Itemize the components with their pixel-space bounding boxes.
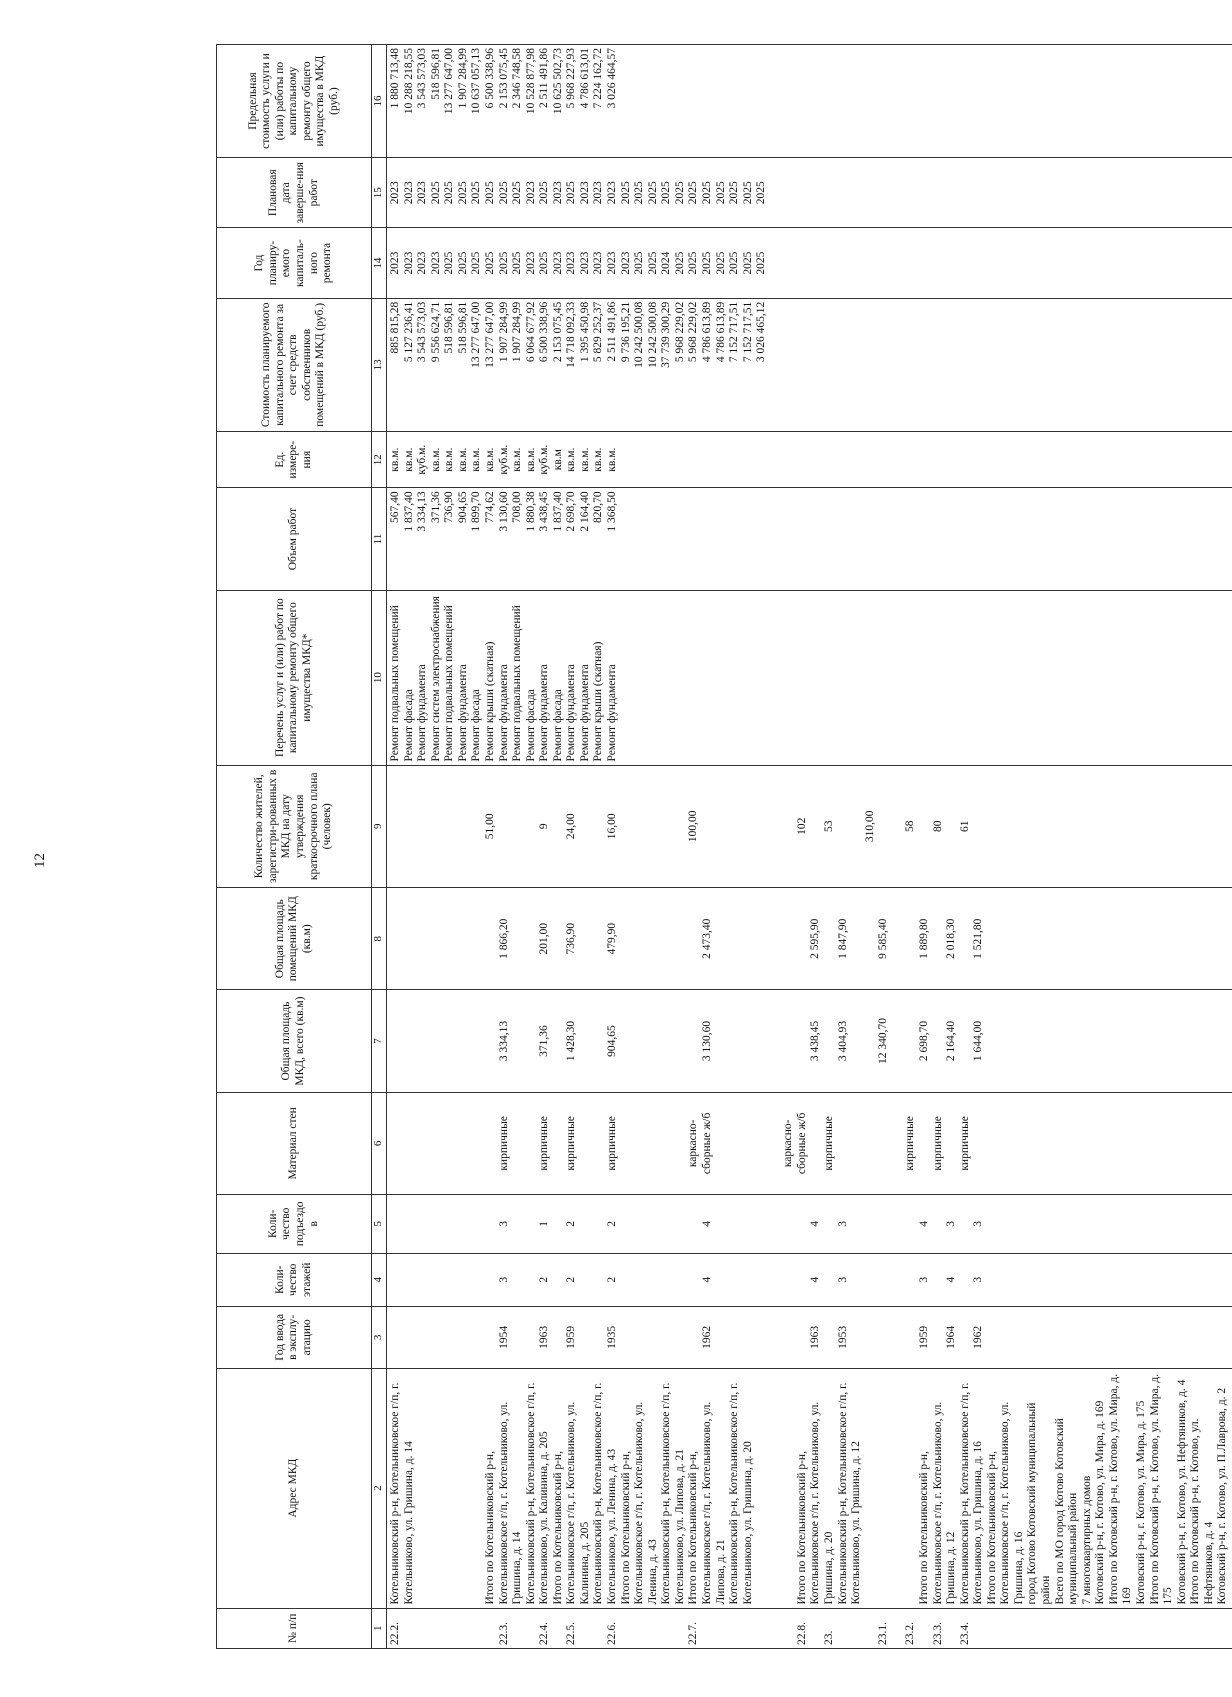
column-number: 15	[372, 158, 387, 228]
header-cell: Ед. измере-ния	[217, 431, 372, 487]
max-cost-cell: 1 880 713,48 10 288 218,55 3 543 573,03 518 596,81 13 277 647,00 1 907 284,99 10 637 057,13 6 500 338,96 2 153 075,45 2 346 748,58 10 528 877,98 2 511 491,86 10 625 502,73 5 968 227,93 4 786 613,01 7 224 162,72 3 026 464,57	[387, 45, 1232, 158]
column-number: 12	[372, 431, 387, 487]
total-area-cell: 3 334,13 371,36 1 428,30 904,65 3 130,60 3 438,45 3 404,93 12 340,70 2 698,70 2 164,40 1 644,00	[387, 990, 1232, 1092]
column-number: 6	[372, 1092, 387, 1194]
column-number: 2	[372, 1368, 387, 1608]
unit-cell: кв.м. кв.м. куб.м. кв.м. кв.м. кв.м. кв.м. кв.м. куб.м. кв.м. кв.м. куб.м. кв.м кв.м. кв.м. кв.м. кв.м.	[387, 431, 1232, 487]
completion-date-cell: 2023 2023 2023 2025 2025 2025 2025 2025 2025 2025 2023 2025 2023 2025 2023 2023 2023 2025 2025 2025 2025 2025 2025 2025 2025 2025 2025 2025	[387, 158, 1232, 228]
column-number: 1	[372, 1608, 387, 1648]
column-number: 9	[372, 765, 387, 888]
header-cell: Количество жителей, зарегистри-рованных в МКД на дату утверждения краткосрочного плана (человек)	[217, 765, 372, 888]
column-number: 11	[372, 488, 387, 590]
planned-cost-cell: 885 815,28 5 127 236,41 3 543 573,03 9 556 624,71 518 596,81 518 596,81 13 277 647,00 13 277 647,00 1 907 284,99 1 907 284,99 6 064 677,92 6 500 338,96 2 153 075,45 14 718 092,33 1 395 450,98 5 829 252,37 2 511 491,86 9 736 195,21 10 242 500,08 10 242 500,08 37 739 300,29 5 968 229,02 5 968 229,02 4 786 613,89 4 786 613,89 7 152 717,51 7 152 717,51 3 026 465,12	[387, 298, 1232, 431]
entrances-cell: 3 1 2 2 4 4 3 4 3 3	[387, 1195, 1232, 1254]
header-cell: Плановая дата заверше-ния работ	[217, 158, 372, 228]
capital-repair-table	[216, 44, 1232, 1649]
table-body-row	[387, 45, 1232, 1649]
column-number: 4	[372, 1253, 387, 1306]
column-number: 8	[372, 888, 387, 990]
work-volume-cell: 567,40 1 837,40 3 334,13 371,36 736,90 904,65 1 899,70 774,62 3 130,60 708,00 1 880,38 3 438,45 1 837,40 2 698,70 2 164,40 820,70 1 368,50	[387, 488, 1232, 590]
column-number-row	[372, 45, 387, 1649]
header-cell: Коли-чество этажей	[217, 1253, 372, 1306]
works-list-cell: Ремонт подвальных помещений Ремонт фасада Ремонт фундамента Ремонт систем электроснабжения Ремонт подвальных помещений Ремонт фундамента Ремонт фасада Ремонт крыши (скатная) Ремонт фундамента Ремонт подвальных помещений Ремонт фасада Ремонт фундамента Ремонт фасада Ремонт фундамента Ремонт фундамента Ремонт крыши (скатная) Ремонт фундамента	[387, 590, 1232, 765]
header-cell: Предельная стоимость услуги и (или) работы по капитальному ремонту общего имущества в МКД (руб.)	[217, 45, 372, 158]
header-cell: Общая площадь МКД, всего (кв.м)	[217, 990, 372, 1092]
column-number: 16	[372, 45, 387, 158]
header-cell: Общая площадь помещений МКД (кв.м)	[217, 888, 372, 990]
column-number: 14	[372, 228, 387, 298]
column-number: 10	[372, 590, 387, 765]
header-cell: Стоимость планируемого капитального ремонта за счет средств собственников помещений в МКД (руб.)	[217, 298, 372, 431]
column-number: 13	[372, 298, 387, 431]
header-cell: Объем работ	[217, 488, 372, 590]
header-cell: Материал стен	[217, 1092, 372, 1194]
year-built-cell: 1954 1963 1959 1935 1962 1963 1953 1959 1964 1962	[387, 1306, 1232, 1368]
header-cell: № п/п	[217, 1608, 372, 1648]
repair-year-cell: 2023 2023 2023 2023 2025 2025 2025 2025 2025 2025 2023 2025 2023 2023 2023 2023 2023 2023 2025 2025 2024 2025 2025 2025 2025 2025 2025 2025	[387, 228, 1232, 298]
item-numbers-cell: 22.2. 22.3. 22.4. 22.5. 22.6. 22.7. 22.8. 23. 23.1. 23.2. 23.3. 23.4.	[387, 1608, 1232, 1648]
column-number: 7	[372, 990, 387, 1092]
column-number: 3	[372, 1306, 387, 1368]
header-cell: Адрес МКД	[217, 1368, 372, 1608]
header-row	[217, 45, 372, 1649]
residents-cell: 51,00 9 24,00 16,00 100,00 102 53 310,00 58 80 61	[387, 765, 1232, 888]
wall-material-cell: кирпичные кирпичные кирпичные кирпичные каркасно- сборные ж/б каркасно- сборные ж/б кирпичные кирпичные кирпичные кирпичные	[387, 1092, 1232, 1194]
rotated-page-content	[216, 44, 1229, 1649]
addresses-cell: Котельниковский р-н, Котельниковское г/п, г. Котельниково, ул. Гришина, д. 14 Итого по Котельниковский р-н, Котельниковское г/п, г. Котельниково, ул. Гришина, д. 14 Котельниковский р-н, Котельниковское г/п, г. Котельниково, ул. Калинина, д. 205 Итого по Котельниковский р-н, Котельниковское г/п, г. Котельниково, ул. Калинина, д. 205 Котельниковский р-н, Котельниковское г/п, г. Котельниково, ул. Ленина, д. 43 Итого по Котельниковский р-н, Котельниковское г/п, г. Котельниково, ул. Ленина, д. 43 Котельниковский р-н, Котельниковское г/п, г. Котельниково, ул. Липова, д. 21 Итого по Котельниковский р-н, Котельниковское г/п, г. Котельниково, ул. Липова, д. 21 Котельниковский р-н, Котельниковское г/п, г. Котельниково, ул. Гришина, д. 20 Итого по Котельниковский р-н, Котельниковское г/п, г. Котельниково, ул. Гришина, д. 20 Котельниковский р-н, Котельниковское г/п, г. Котельниково, ул. Гришина, д. 12 Итого по Котельниковский р-н, Котельниковское г/п, г. Котельниково, ул. Гришина, д. 12 Котельниковский р-н, Котельниковское г/п, г. Котельниково, ул. Гришина, д. 16 Итого по Котельниковский р-н, Котельниковское г/п, г. Котельниково, ул. Гришина, д. 16 город Котово Котовский муниципальный район Всего по МО город Котово Котовский муниципальный район 7 многоквартирных домов Котовский р-н, г. Котово, ул. Мира, д. 169 Итого по Котовский р-н, г. Котово, ул. Мира, д. 169 Котовский р-н, г. Котово, ул. Мира, д. 175 Итого по Котовский р-н, г. Котово, ул. Мира, д. 175 Котовский р-н, г. Котово, ул. Нефтяников, д. 4 Итого по Котовский р-н, г. Котово, ул. Нефтяников, д. 4 Котовский р-н, г. Котово, ул. П.Лаврова, д. 2	[387, 1368, 1232, 1608]
header-cell: Коли-чество подъездо в	[217, 1195, 372, 1254]
premises-area-cell: 1 866,20 201,00 736,90 479,90 2 473,40 2 595,90 1 847,90 9 585,40 1 889,80 2 018,30 1 521,80	[387, 888, 1232, 990]
header-cell: Год планиру-емого капиталь-ного ремонта	[217, 228, 372, 298]
page-number: 12	[31, 852, 48, 868]
header-cell: Год ввода в эксплу-атацию	[217, 1306, 372, 1368]
column-number: 5	[372, 1195, 387, 1254]
floors-cell: 3 2 2 2 4 4 3 3 4 3	[387, 1253, 1232, 1306]
header-cell: Перечень услуг и (или) работ по капитальному ремонту общего имущества МКД*	[217, 590, 372, 765]
